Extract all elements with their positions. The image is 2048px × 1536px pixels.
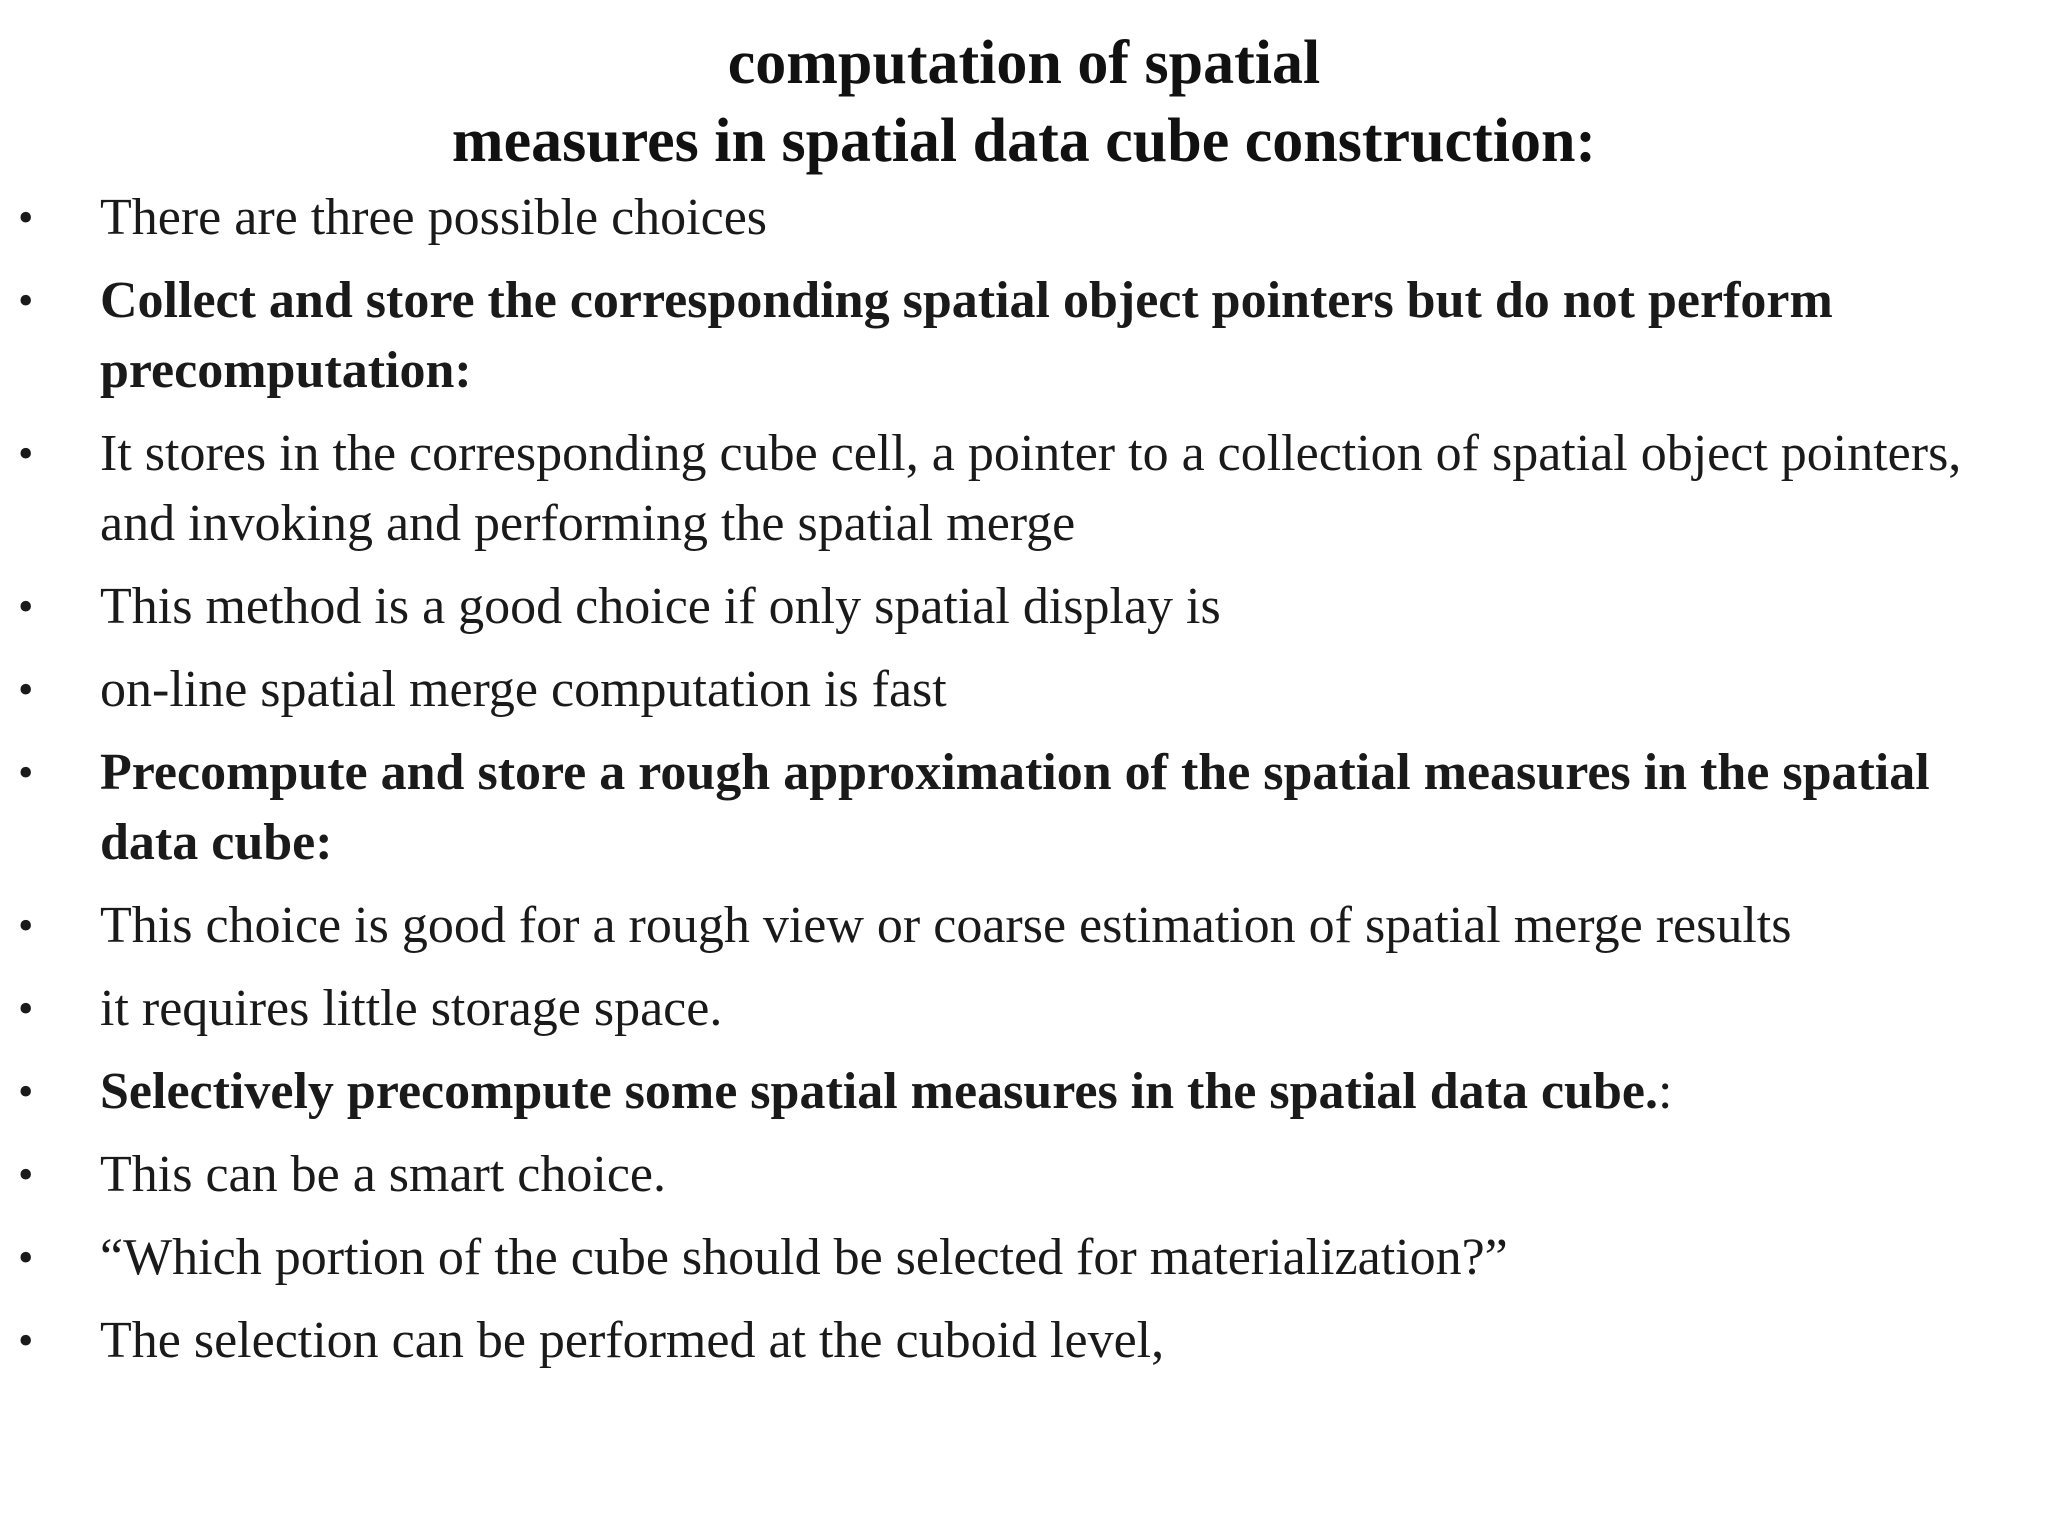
bullet-marker-icon: • — [18, 1233, 34, 1282]
bullet-item — [0, 183, 2048, 253]
bullet-text-main: There are three possible choices — [100, 189, 768, 246]
bullet-text-main: Selectively precompute some spatial measures in the spatial data cube. — [100, 1063, 1658, 1120]
bullet-text — [100, 578, 1221, 635]
bullet-text-main: The selection can be performed at the cuboid level, — [100, 1312, 1165, 1369]
bullet-marker-icon: • — [18, 665, 34, 714]
bullet-list — [0, 183, 2048, 1389]
bullet-marker-icon: • — [18, 1150, 34, 1199]
bullet-text-main: it requires little storage space. — [100, 980, 723, 1037]
bullet-item — [0, 891, 2048, 961]
bullet-text — [100, 1146, 666, 1203]
bullet-text — [100, 661, 947, 718]
bullet-text-main: This can be a smart choice. — [100, 1146, 666, 1203]
bullet-marker-icon: • — [18, 901, 34, 950]
bullet-item — [0, 974, 2048, 1044]
slide-title — [0, 24, 2048, 180]
bullet-text — [100, 1063, 1672, 1120]
bullet-marker-icon: • — [18, 1067, 34, 1116]
bullet-text — [100, 1229, 1508, 1286]
bullet-marker-icon: • — [18, 582, 34, 631]
bullet-text — [100, 980, 722, 1037]
bullet-item — [0, 1140, 2048, 1210]
bullet-text — [100, 897, 1791, 954]
bullet-text — [100, 425, 1961, 552]
bullet-text-main: on-line spatial merge computation is fast — [100, 661, 947, 718]
bullet-text — [100, 1312, 1164, 1369]
bullet-item — [0, 572, 2048, 642]
bullet-item — [0, 1306, 2048, 1376]
bullet-item — [0, 419, 2048, 559]
bullet-item — [0, 1223, 2048, 1293]
bullet-text-main: This choice is good for a rough view or coarse estimation of spatial merge results — [100, 897, 1792, 954]
bullet-item — [0, 655, 2048, 725]
bullet-text-main: Collect and store the corresponding spatial object pointers but do not perform precomputation: — [100, 272, 1833, 399]
bullet-marker-icon: • — [18, 429, 34, 478]
bullet-marker-icon: • — [18, 984, 34, 1033]
bullet-marker-icon: • — [18, 748, 34, 797]
bullet-text — [100, 189, 767, 246]
bullet-text-main: “Which portion of the cube should be selected for materialization?” — [100, 1229, 1508, 1286]
bullet-text — [100, 272, 1833, 399]
bullet-text-trail: : — [1657, 1063, 1673, 1120]
title-line-2: measures in spatial data cube construction: — [451, 106, 1597, 175]
bullet-marker-icon: • — [18, 1316, 34, 1365]
bullet-text-main: Precompute and store a rough approximation of the spatial measures in the spatial data cube: — [100, 744, 1930, 871]
bullet-item — [0, 266, 2048, 406]
title-line-1: computation of spatial — [727, 28, 1321, 97]
bullet-item — [0, 738, 2048, 878]
bullet-text-main: It stores in the corresponding cube cell, a pointer to a collection of spatial object pointers, and invoking and performing the spatial merge — [100, 425, 1962, 552]
bullet-item — [0, 1057, 2048, 1127]
bullet-text — [100, 744, 1930, 871]
bullet-text-main: This method is a good choice if only spatial display is — [100, 578, 1221, 635]
bullet-marker-icon: • — [18, 193, 34, 242]
bullet-marker-icon: • — [18, 276, 34, 325]
